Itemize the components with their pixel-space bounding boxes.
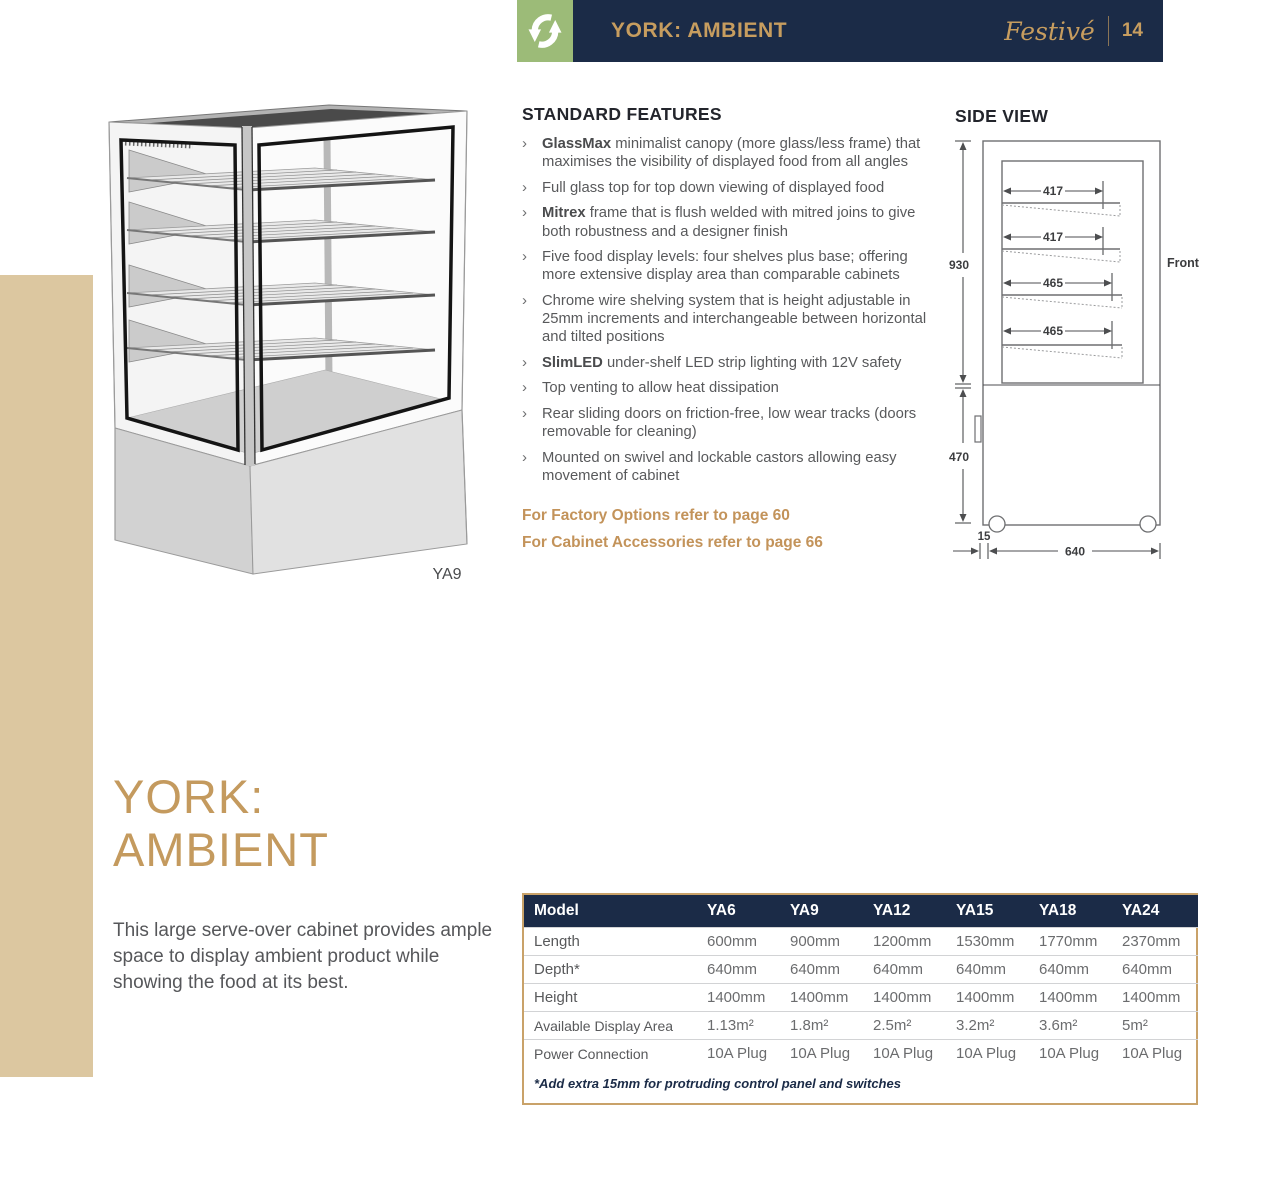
dimension-label-shelf4: 465 [1042, 324, 1064, 338]
spec-row-depth [524, 956, 1198, 984]
product-title-line2: AMBIENT [113, 823, 329, 877]
spec-col-header-ya24: YA24 [1115, 895, 1198, 928]
spec-cell: 640mm [783, 956, 866, 984]
bullet-chevron-icon: › [522, 291, 527, 309]
feature-text: minimalist canopy (more glass/less frame) that maximises the visibility of displayed food from all angles [542, 136, 921, 171]
spec-cell: 1400mm [866, 984, 949, 1012]
spec-footnote: *Add extra 15mm for protruding control panel and switches [534, 1076, 901, 1091]
dimension-label-shelf2: 417 [1042, 230, 1064, 244]
bullet-chevron-icon: › [522, 353, 527, 371]
spec-cell: 1.8m² [783, 1012, 866, 1040]
side-view-section [945, 106, 1235, 578]
figure-caption: YA9 [432, 566, 462, 583]
feature-item [522, 204, 928, 241]
spec-cell: 10A Plug [949, 1040, 1032, 1068]
spec-row-display-area [524, 1012, 1198, 1040]
dimension-label-shelf3: 465 [1042, 276, 1064, 290]
standard-features-section [522, 104, 928, 561]
bullet-chevron-icon: › [522, 204, 527, 222]
feature-text: under-shelf LED strip lighting with 12V safety [602, 354, 902, 371]
product-title-line1: YORK: [113, 770, 265, 823]
cabinet-accessories-link[interactable]: For Cabinet Accessories refer to page 66 [522, 534, 823, 552]
features-list [522, 135, 928, 485]
feature-text: Mounted on swivel and lockable castors allowing easy movement of cabinet [542, 449, 897, 484]
feature-item [522, 405, 928, 442]
spec-row-label: Power Connection [524, 1040, 700, 1068]
front-label: Front [1167, 256, 1199, 270]
header-navy-bar [573, 0, 1163, 62]
side-view-heading: SIDE VIEW [955, 106, 1049, 126]
bullet-chevron-icon: › [522, 135, 527, 152]
side-view-diagram [945, 133, 1215, 573]
spec-cell: 900mm [783, 928, 866, 956]
dimension-label-shelf1: 417 [1042, 184, 1064, 198]
spec-cell: 2.5m² [866, 1012, 949, 1040]
spec-row-label: Available Display Area [524, 1012, 700, 1040]
dimension-label-offset: 15 [977, 531, 991, 543]
bullet-chevron-icon: › [522, 448, 527, 466]
bullet-chevron-icon: › [522, 404, 527, 422]
spec-col-header-model: Model [524, 895, 700, 928]
spec-row-label: Height [524, 984, 700, 1012]
spec-cell: 640mm [949, 956, 1032, 984]
spec-cell: 1770mm [1032, 928, 1115, 956]
spec-col-header-ya15: YA15 [949, 895, 1032, 928]
spec-table-container [522, 893, 1198, 1105]
feature-item [522, 354, 928, 373]
feature-text: Rear sliding doors on friction-free, low wear tracks (doors removable for cleaning) [542, 405, 917, 441]
spec-cell: 1400mm [1115, 984, 1198, 1012]
spec-cell: 10A Plug [1032, 1040, 1115, 1068]
spec-cell: 640mm [866, 956, 949, 984]
cabinet-figure [95, 98, 505, 590]
beige-accent-stripe [0, 275, 93, 1077]
spec-cell: 10A Plug [783, 1040, 866, 1068]
spec-cell: 10A Plug [866, 1040, 949, 1068]
spec-cell: 2370mm [1115, 928, 1198, 956]
title-bar [517, 0, 1163, 62]
dimension-label-depth: 640 [1064, 544, 1086, 559]
bullet-chevron-icon: › [522, 178, 527, 196]
feature-text: Full glass top for top down viewing of displayed food [542, 179, 885, 196]
header-divider [1108, 16, 1109, 46]
reference-links [522, 507, 928, 552]
bullet-chevron-icon: › [522, 379, 527, 397]
feature-text: Five food display levels: four shelves plus base; offering more extensive display area than comparable cabinets [542, 248, 908, 284]
feature-text: Top venting to allow heat dissipation [542, 380, 779, 397]
feature-item [522, 449, 928, 486]
feature-item [522, 248, 928, 285]
product-title [113, 770, 329, 876]
spec-row-height [524, 984, 1198, 1012]
spec-cell: 640mm [700, 956, 783, 984]
spec-cell: 1400mm [700, 984, 783, 1012]
brand-logotype: Festivé [1004, 16, 1095, 46]
spec-cell: 5m² [1115, 1012, 1198, 1040]
spec-cell: 600mm [700, 928, 783, 956]
spec-cell: 1200mm [866, 928, 949, 956]
page-title: YORK: AMBIENT [611, 19, 788, 42]
cycle-arrows-icon [517, 0, 573, 62]
spec-row-label: Depth* [524, 956, 700, 984]
spec-cell: 10A Plug [1115, 1040, 1198, 1068]
spec-row-power [524, 1040, 1198, 1068]
spec-row-length [524, 928, 1198, 956]
feature-item [522, 135, 928, 172]
spec-col-header-ya9: YA9 [783, 895, 866, 928]
spec-cell: 640mm [1115, 956, 1198, 984]
feature-item [522, 292, 928, 347]
feature-text: frame that is flush welded with mitred joins to give both robustness and a designer finish [542, 205, 916, 240]
product-description: This large serve-over cabinet provides ample space to display ambient product while showing the food at its best. [113, 920, 493, 994]
spec-cell: 1400mm [1032, 984, 1115, 1012]
spec-cell: 1400mm [783, 984, 866, 1012]
feature-lead: GlassMax [542, 136, 612, 152]
spec-cell: 1400mm [949, 984, 1032, 1012]
feature-lead: SlimLED [542, 354, 603, 371]
spec-col-header-ya12: YA12 [866, 895, 949, 928]
spec-cell: 3.2m² [949, 1012, 1032, 1040]
page-number: 14 [1121, 20, 1143, 41]
cabinet-illustration [95, 98, 505, 590]
feature-item [522, 179, 928, 198]
spec-header-row [524, 895, 1198, 928]
dimension-label-upper-height: 930 [948, 258, 970, 272]
spec-table [524, 895, 1198, 1067]
factory-options-link[interactable]: For Factory Options refer to page 60 [522, 507, 790, 525]
bullet-chevron-icon: › [522, 247, 527, 265]
feature-item [522, 379, 928, 398]
spec-col-header-ya18: YA18 [1032, 895, 1115, 928]
spec-row-label: Length [524, 928, 700, 956]
spec-cell: 1.13m² [700, 1012, 783, 1040]
feature-lead: Mitrex [542, 205, 586, 222]
spec-cell: 3.6m² [1032, 1012, 1115, 1040]
spec-cell: 1530mm [949, 928, 1032, 956]
features-heading: STANDARD FEATURES [522, 104, 722, 124]
feature-text: Chrome wire shelving system that is height adjustable in 25mm increments and interchangeable between horizontal and tilted positions [542, 292, 927, 346]
spec-cell: 10A Plug [700, 1040, 783, 1068]
dimension-label-lower-height: 470 [948, 450, 970, 464]
spec-cell: 640mm [1032, 956, 1115, 984]
spec-col-header-ya6: YA6 [700, 895, 783, 928]
